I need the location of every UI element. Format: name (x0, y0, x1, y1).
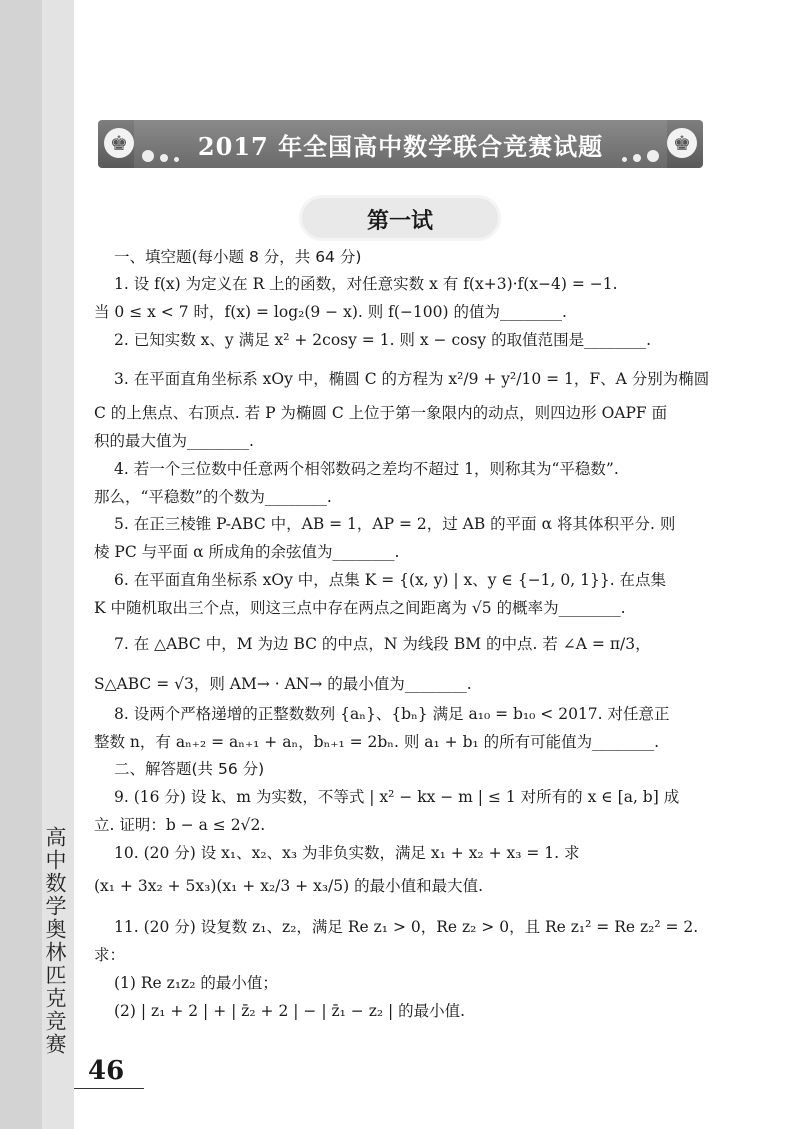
problem-9-line-2: 立. 证明：b − a ≤ 2√2. (94, 816, 266, 834)
part-heading-fill: 一、填空题(每小题 8 分，共 64 分) (114, 248, 362, 266)
problem-3-line-3: 积的最大值为________. (94, 432, 254, 450)
section-header (302, 198, 498, 238)
problem-4-line-2: 那么，“平稳数”的个数为________. (94, 488, 332, 506)
problem-9-line-1: 9. (16 分) 设 k、m 为实数，不等式 | x² − kx − m | ≤ 1 对所有的 x ∈ [a, b] 成 (114, 788, 680, 806)
problem-8-line-1: 8. 设两个严格递增的正整数数列 {aₙ}、{bₙ} 满足 a₁₀ = b₁₀ < 2017. 对任意正 (114, 705, 670, 723)
problem-3-line-2: C 的上焦点、右顶点. 若 P 为椭圆 C 上位于第一象限内的动点，则四边形 OAPF 面 (94, 404, 668, 422)
problem-5-line-2: 棱 PC 与平面 α 所成角的余弦值为________. (94, 543, 400, 561)
section-title: 第一试 (366, 209, 433, 234)
problem-6-line-1: 6. 在平面直角坐标系 xOy 中，点集 K = {(x, y) | x、y ∈ {−1, 0, 1}}. 在点集 (114, 571, 667, 589)
problem-7-line-1: 7. 在 △ABC 中，M 为边 BC 的中点，N 为线段 BM 的中点. 若 ∠A = π/3， (114, 635, 651, 653)
problem-4-line-1: 4. 若一个三位数中任意两个相邻数码之差均不超过 1，则称其为“平稳数”. (114, 460, 619, 478)
part-heading-answer: 二、解答题(共 56 分) (114, 760, 265, 778)
page-number: 46 (88, 1056, 125, 1086)
problem-11-line-1: 11. (20 分) 设复数 z₁、z₂，满足 Re z₁ > 0，Re z₂ > 0，且 Re z₁² = Re z₂² = 2. (114, 918, 699, 936)
problem-5-line-1: 5. 在正三棱锥 P-ABC 中，AB = 1，AP = 2，过 AB 的平面 α 将其体积平分. 则 (114, 515, 676, 533)
problem-11-part-1: (1) Re z₁z₂ 的最小值； (114, 974, 278, 992)
chess-king-icon: ♚ (667, 128, 697, 158)
problem-8-line-2: 整数 n，有 aₙ₊₂ = aₙ₊₁ + aₙ，bₙ₊₁ = 2bₙ. 则 a₁ + b₁ 的所有可能值为________. (94, 733, 660, 751)
problem-11-line-2: 求： (94, 946, 126, 964)
problem-6-line-2: K 中随机取出三个点，则这三点中存在两点之间距离为 √5 的概率为________. (94, 599, 626, 617)
page-number-rule (74, 1088, 144, 1089)
exam-title: 2017 年全国高中数学联合竞赛试题 (197, 132, 604, 161)
problem-7-line-2: S△ABC = √3，则 AM→ · AN→ 的最小值为________. (94, 675, 472, 693)
problem-10-line-1: 10. (20 分) 设 x₁、x₂、x₃ 为非负实数，满足 x₁ + x₂ + x₃ = 1. 求 (114, 844, 580, 862)
problem-1-line-1: 1. 设 f(x) 为定义在 R 上的函数，对任意实数 x 有 f(x+3)·f(x−4) = −1. (114, 275, 618, 293)
title-banner (98, 120, 703, 168)
problem-11-part-2: (2) | z₁ + 2 | + | z̄₂ + 2 | − | z̄₁ − z₂ | 的最小值. (114, 1002, 466, 1020)
problem-10-line-2: (x₁ + 3x₂ + 5x₃)(x₁ + x₂/3 + x₃/5) 的最小值和最大值. (94, 877, 484, 895)
sidebar-vertical-title: 高中数学奥林匹克竞赛 (43, 826, 67, 1056)
problem-2: 2. 已知实数 x、y 满足 x² + 2cosy = 1. 则 x − cosy 的取值范围是________. (114, 331, 652, 349)
problem-1-line-2: 当 0 ≤ x < 7 时，f(x) = log₂(9 − x). 则 f(−100) 的值为________. (94, 303, 567, 321)
problem-3-line-1: 3. 在平面直角坐标系 xOy 中，椭圆 C 的方程为 x²/9 + y²/10 = 1，F、A 分别为椭圆 (114, 370, 710, 388)
chess-king-icon: ♚ (104, 128, 134, 158)
